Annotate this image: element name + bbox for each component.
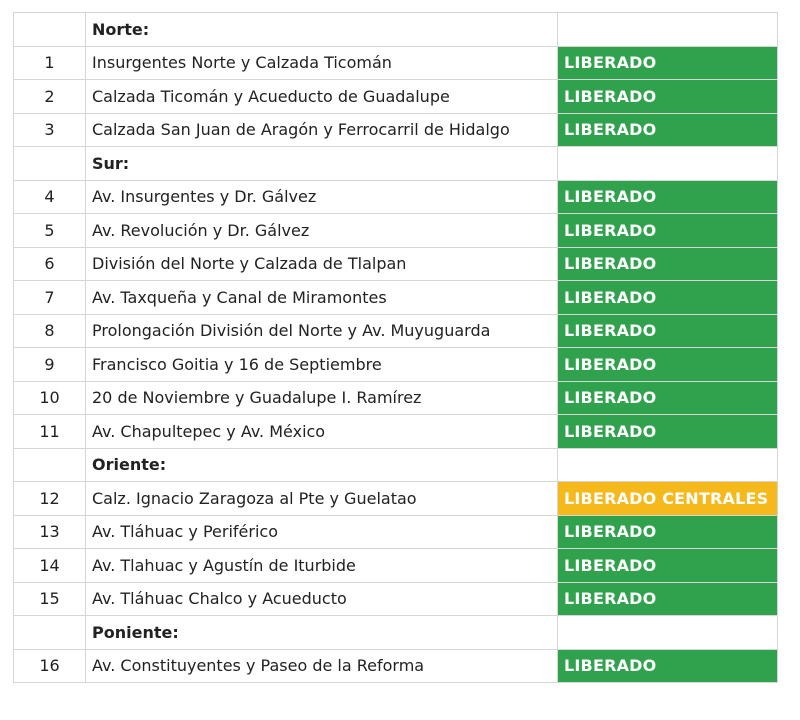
row-number: 11 — [14, 415, 86, 449]
intersection-name: Calz. Ignacio Zaragoza al Pte y Guelatao — [86, 482, 558, 516]
row-number: 10 — [14, 381, 86, 415]
intersection-name: Calzada Ticomán y Acueducto de Guadalupe — [86, 80, 558, 114]
table-row — [14, 482, 778, 516]
status-badge: LIBERADO — [558, 348, 778, 382]
section-heading: Norte: — [86, 13, 558, 47]
row-number: 2 — [14, 80, 86, 114]
table-row — [14, 80, 778, 114]
status-badge: LIBERADO CENTRALES — [558, 482, 778, 516]
status-badge: LIBERADO — [558, 582, 778, 616]
intersection-name: Francisco Goitia y 16 de Septiembre — [86, 348, 558, 382]
row-number: 4 — [14, 180, 86, 214]
intersection-name: Insurgentes Norte y Calzada Ticomán — [86, 46, 558, 80]
status-badge: LIBERADO — [558, 649, 778, 683]
table-row — [14, 113, 778, 147]
empty-status-cell — [558, 13, 778, 47]
table-row — [14, 649, 778, 683]
table-row — [14, 180, 778, 214]
row-number: 16 — [14, 649, 86, 683]
intersection-name: Av. Constituyentes y Paseo de la Reforma — [86, 649, 558, 683]
status-badge: LIBERADO — [558, 314, 778, 348]
section-header-row — [14, 13, 778, 47]
table-row — [14, 515, 778, 549]
table-row — [14, 247, 778, 281]
table-row — [14, 214, 778, 248]
status-badge: LIBERADO — [558, 381, 778, 415]
intersection-name: División del Norte y Calzada de Tlalpan — [86, 247, 558, 281]
status-badge: LIBERADO — [558, 247, 778, 281]
table-row — [14, 348, 778, 382]
row-number: 14 — [14, 549, 86, 583]
status-badge: LIBERADO — [558, 415, 778, 449]
row-number: 12 — [14, 482, 86, 516]
status-badge: LIBERADO — [558, 113, 778, 147]
empty-cell — [14, 147, 86, 181]
empty-cell — [14, 616, 86, 650]
row-number: 13 — [14, 515, 86, 549]
row-number: 3 — [14, 113, 86, 147]
intersection-name: Av. Taxqueña y Canal de Miramontes — [86, 281, 558, 315]
empty-cell — [14, 448, 86, 482]
row-number: 8 — [14, 314, 86, 348]
row-number: 5 — [14, 214, 86, 248]
status-badge: LIBERADO — [558, 80, 778, 114]
row-number: 9 — [14, 348, 86, 382]
table-row — [14, 381, 778, 415]
status-table — [13, 12, 778, 683]
intersection-name: Av. Insurgentes y Dr. Gálvez — [86, 180, 558, 214]
row-number: 6 — [14, 247, 86, 281]
intersection-name: Prolongación División del Norte y Av. Muyuguarda — [86, 314, 558, 348]
section-heading: Oriente: — [86, 448, 558, 482]
status-badge: LIBERADO — [558, 46, 778, 80]
table-row — [14, 281, 778, 315]
section-header-row — [14, 448, 778, 482]
section-header-row — [14, 147, 778, 181]
empty-status-cell — [558, 616, 778, 650]
intersection-name: Av. Tláhuac Chalco y Acueducto — [86, 582, 558, 616]
section-heading: Poniente: — [86, 616, 558, 650]
intersection-name: Av. Tlahuac y Agustín de Iturbide — [86, 549, 558, 583]
table-row — [14, 415, 778, 449]
intersection-name: Av. Chapultepec y Av. México — [86, 415, 558, 449]
table-row — [14, 549, 778, 583]
status-badge: LIBERADO — [558, 214, 778, 248]
status-badge: LIBERADO — [558, 515, 778, 549]
status-badge: LIBERADO — [558, 180, 778, 214]
empty-status-cell — [558, 147, 778, 181]
table-row — [14, 46, 778, 80]
status-table-body — [14, 13, 778, 683]
row-number: 7 — [14, 281, 86, 315]
intersection-name: Calzada San Juan de Aragón y Ferrocarril de Hidalgo — [86, 113, 558, 147]
section-header-row — [14, 616, 778, 650]
empty-status-cell — [558, 448, 778, 482]
intersection-name: Av. Revolución y Dr. Gálvez — [86, 214, 558, 248]
status-badge: LIBERADO — [558, 549, 778, 583]
intersection-name: Av. Tláhuac y Periférico — [86, 515, 558, 549]
table-row — [14, 314, 778, 348]
section-heading: Sur: — [86, 147, 558, 181]
intersection-name: 20 de Noviembre y Guadalupe I. Ramírez — [86, 381, 558, 415]
row-number: 1 — [14, 46, 86, 80]
row-number: 15 — [14, 582, 86, 616]
empty-cell — [14, 13, 86, 47]
status-badge: LIBERADO — [558, 281, 778, 315]
table-row — [14, 582, 778, 616]
